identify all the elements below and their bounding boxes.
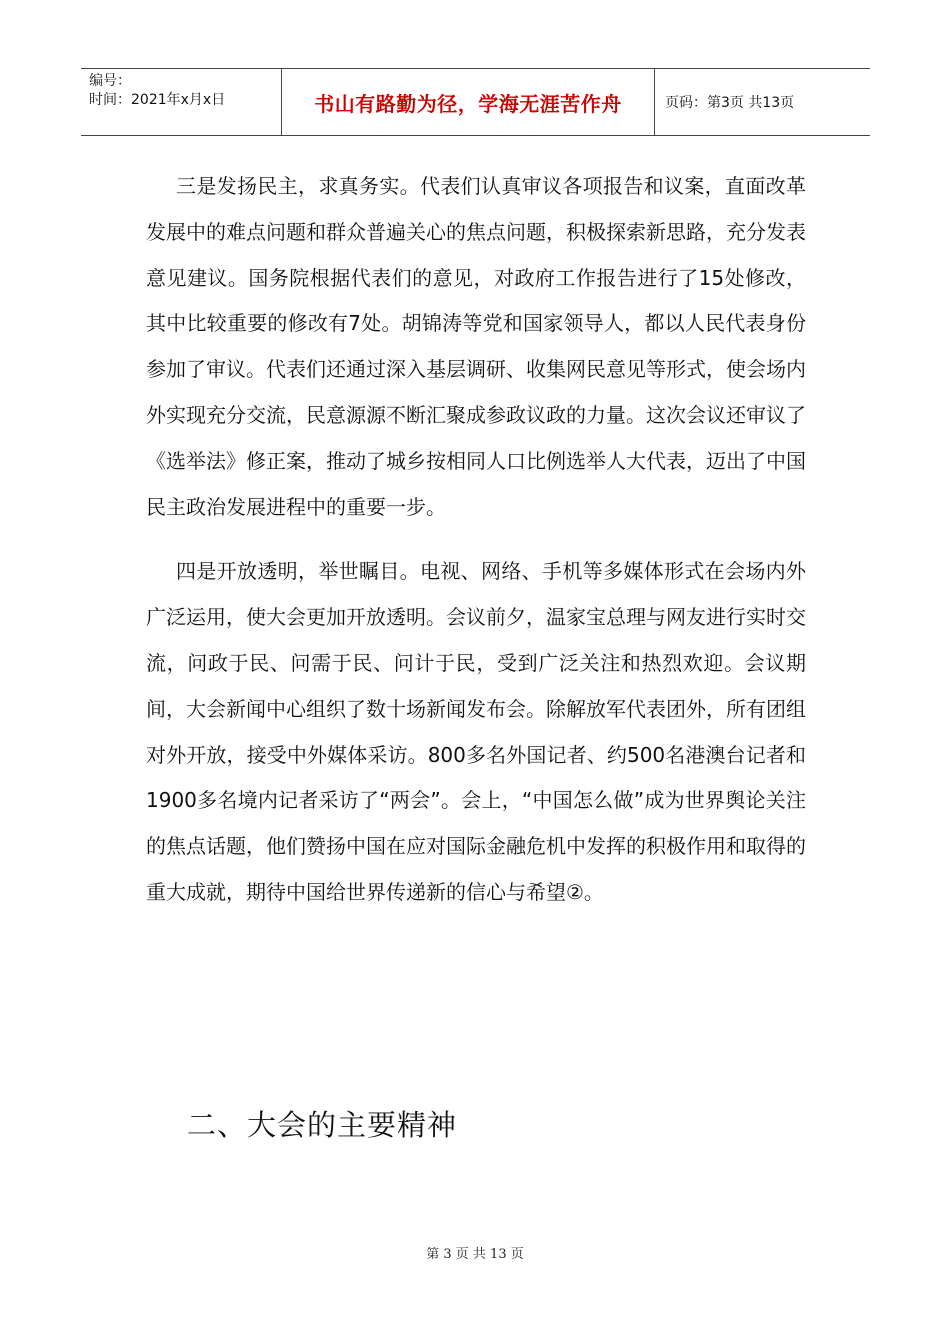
- header-meta-cell: [81, 69, 282, 135]
- page-footer: 第 3 页 共 13 页: [426, 1247, 524, 1262]
- page-header: [81, 68, 870, 136]
- paragraph-openness: 四是开放透明，举世瞩目。电视、网络、手机等多媒体形式在会场内外广泛运用，使大会更加开放透明。会议前夕，温家宝总理与网友进行实时交流，问政于民、问需于民、问计于民，受到广泛关注和热烈欢迎。会议期间，大会新闻中心组织了数十场新闻发布会。除解放军代表团外，所有团组对外开放，接受中外媒体采访。800多名外国记者、约500名港澳台记者和1900多名境内记者采访了“两会”。会上，“中国怎么做”成为世界舆论关注的焦点话题，他们赞扬中国在应对国际金融危机中发挥的积极作用和取得的重大成就，期待中国给世界传递新的信心与希望②。: [146, 559, 806, 904]
- header-page-info: 页码：第3页 共13页: [665, 95, 795, 111]
- document-body: [146, 164, 806, 916]
- paragraph-democracy: 三是发扬民主，求真务实。代表们认真审议各项报告和议案，直面改革发展中的难点问题和群众普遍关心的焦点问题，积极探索新思路，充分发表意见建议。国务院根据代表们的意见，对政府工作报告进行了15处修改，其中比较重要的修改有7处。胡锦涛等党和国家领导人，都以人民代表身份参加了审议。代表们还通过深入基层调研、收集网民意见等形式，使会场内外实现充分交流，民意源源不断汇聚成参政议政的力量。这次会议还审议了《选举法》修正案，推动了城乡按相同人口比例选举人大代表，迈出了中国民主政治发展进程中的重要一步。: [146, 174, 806, 519]
- number-label: 编号：: [89, 73, 131, 89]
- header-motto: 书山有路勤为径，学海无涯苦作舟: [282, 69, 655, 135]
- section-heading: 二、大会的主要精神: [187, 1108, 458, 1142]
- time-label: 时间：2021年x月x日: [89, 92, 226, 108]
